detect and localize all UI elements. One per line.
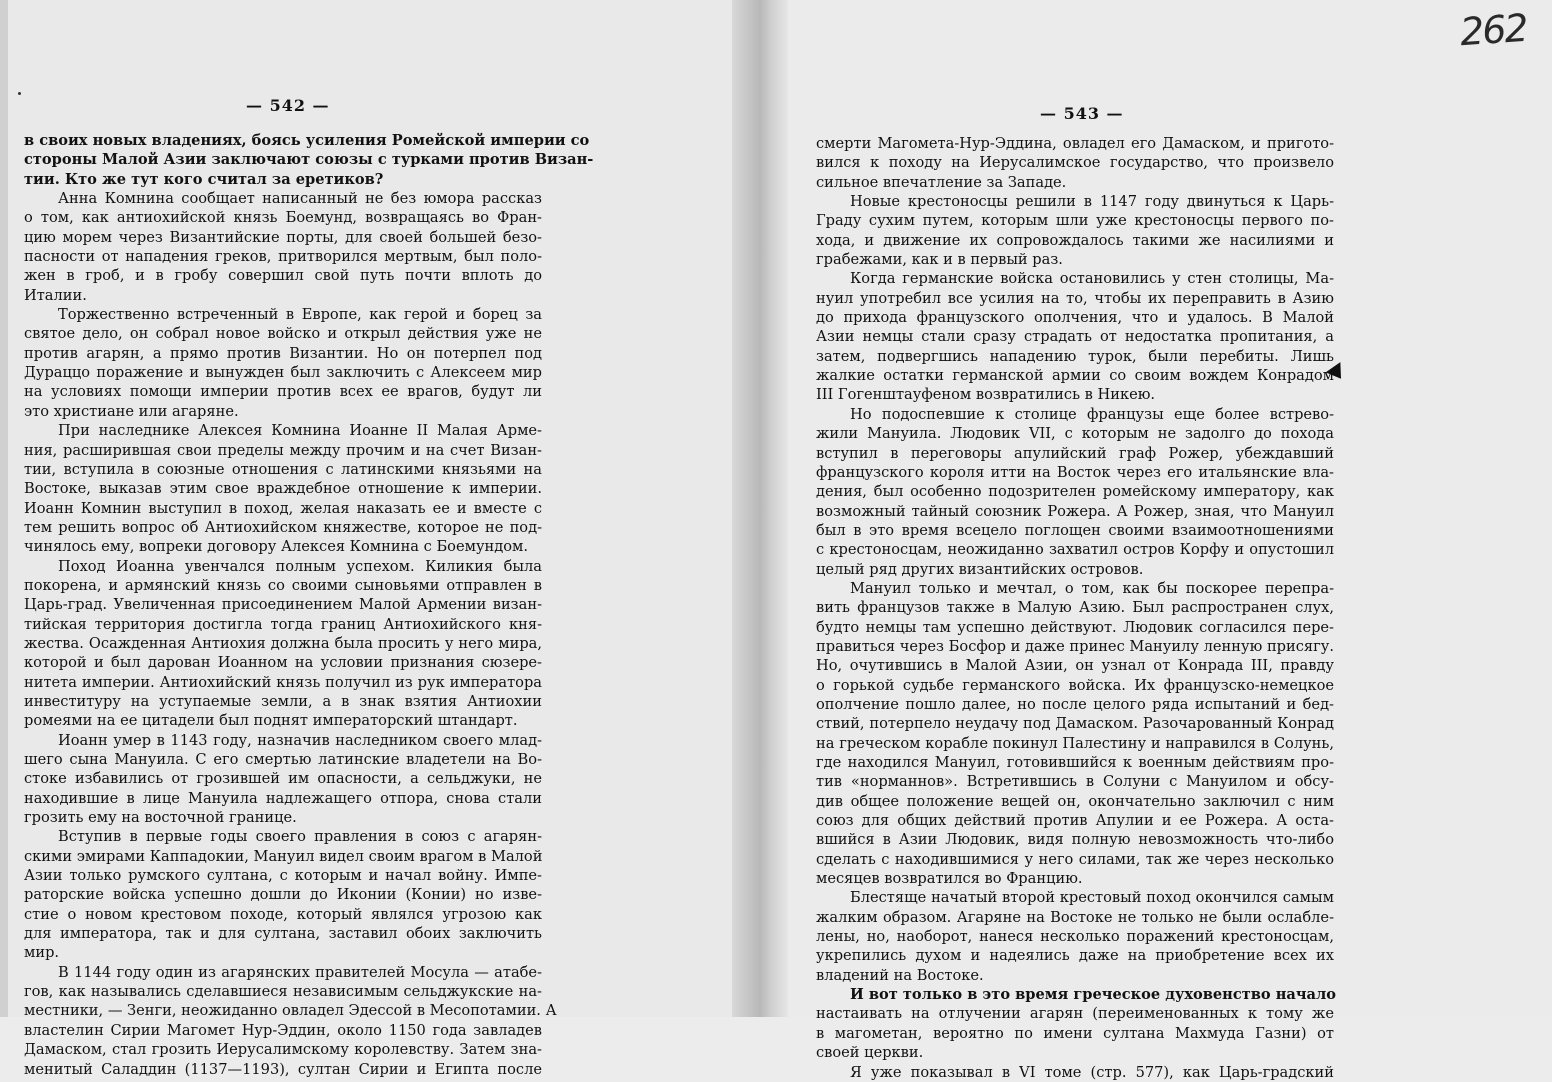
text-line: В 1144 году один из агарянских правителей Мосула — атабе- [58, 963, 542, 981]
text-line: вшийся в Азии Людовик, видя полную невозможность что-либо [816, 831, 1334, 849]
text-line: раторские войска успешно дошли до Иконии (Конии) но изве- [24, 886, 542, 904]
text-line: будто немцы там успешно действуют. Людовик согласился пере- [816, 618, 1334, 636]
text-line: в своих новых владениях, боясь усиления Ромейской империи со [24, 132, 590, 149]
text-line: Поход Иоанна увенчался полным успехом. Киликия была [58, 557, 542, 575]
text-line: с крестоносцам, неожиданно захватил остров Корфу и опустошил [816, 541, 1334, 559]
page-number-left: — 542 — [246, 96, 330, 115]
text-line: на условиях помощи империи против всех ее врагов, будут ли [24, 383, 542, 401]
text-line: возможный тайный союзник Рожера. А Рожер, зная, что Мануил [816, 502, 1334, 520]
text-line: был в это время всецело поглощен своими взаимоотношениями [816, 521, 1334, 539]
page-edge [0, 0, 8, 1017]
text-line: на греческом корабле покинул Палестину и направился в Солунь, [816, 734, 1334, 752]
text-line: Блестяще начатый второй крестовый поход окончился самым [850, 889, 1334, 907]
text-line: скими эмирами Каппадокии, Мануил видел своим врагом в Малой [24, 847, 543, 865]
text-line: для императора, так и для султана, заставил обоих заключить [24, 925, 542, 943]
right-page [758, 0, 1552, 1081]
text-line: в магометан, вероятно по имени султана Махмуда Газни) от [816, 1024, 1334, 1042]
text-line: Торжественно встреченный в Европе, как герой и борец за [58, 306, 542, 324]
text-line: Дамаском, стал грозить Иерусалимскому королевству. Затем зна- [24, 1041, 542, 1059]
text-line: жалким образом. Агаряне на Востоке не только не были ослабле- [816, 908, 1334, 926]
text-line: властелин Сирии Магомет Нур-Эддин, около 1150 года завладев [24, 1021, 542, 1039]
text-line: настаивать на отлучении агарян (переименованных к тому же [816, 1005, 1334, 1023]
text-line: лены, но, наоборот, нанеся несколько поражений крестоносцам, [816, 928, 1334, 946]
text-line: грозить ему на восточной границе. [24, 809, 297, 827]
text-line: затем, подвергшись нападению турок, были перебиты. Лишь [816, 347, 1334, 365]
text-line: тии, вступила в союзные отношения с латинскими князьями на [24, 460, 542, 478]
text-line: где находился Мануил, готовившийся к военным действиям про- [816, 754, 1334, 771]
text-line: ромеями на ее цитадели был поднят императорский штандарт. [24, 712, 518, 730]
text-line: стороны Малой Азии заключают союзы с турками против Визан- [24, 151, 594, 169]
text-line: своей церкви. [816, 1044, 924, 1062]
text-line: месяцев возвратился во Францию. [816, 870, 1083, 888]
page-number-right: — 543 — [1040, 104, 1124, 123]
text-line: гов, как назывались сделавшиеся независимым сельджукские на- [24, 983, 542, 1001]
text-line: Но, очутившись в Малой Азии, он узнал от Конрада III, правду [816, 657, 1334, 675]
text-line: жен в гроб, и в гробу совершил свой путь почти вплоть до [24, 267, 542, 285]
text-line: французского короля итти на Восток через его итальянские вла- [816, 463, 1334, 481]
text-line: шего сына Мануила. С его смертью латинские владетели на Во- [24, 751, 542, 768]
text-line: хода, и движение их сопровождалось такими же насилиями и [816, 231, 1334, 249]
text-line: тив «норманнов». Встретившись в Солуни с Мануилом и обсу- [816, 773, 1334, 791]
text-line: Дураццо поражение и вынужден был заключить с Алексеем мир [24, 364, 542, 382]
text-line: жества. Осажденная Антиохия должна была просить у него мира, [24, 634, 542, 652]
left-page-text [24, 131, 594, 1079]
text-line: Востоке, выказав этим свое враждебное отношение к империи. [24, 480, 542, 498]
text-line: Мануил только и мечтал, о том, как бы поскорее перепра- [850, 579, 1334, 597]
text-line: Анна Комнина сообщает написанный не без юмора рассказ [58, 190, 542, 208]
text-line: вить французов также в Малую Азию. Был распространен слух, [816, 599, 1334, 617]
text-line: И вот только в это время греческое духовенство начало [850, 986, 1337, 1004]
text-line: сильное впечатление за Западе. [816, 173, 1067, 191]
text-line: вился к походу на Иерусалимское государство, что произвело [816, 154, 1334, 172]
text-line: правиться через Босфор и даже принес Мануилу ленную присягу. [816, 637, 1334, 655]
text-line: III Гогенштауфеном возвратились в Никею. [816, 386, 1156, 404]
book-gutter [732, 0, 788, 1017]
text-line: о том, как антиохийской князь Боемунд, возвращаясь во Фран- [24, 209, 542, 227]
speck [18, 92, 21, 95]
text-line: ствий, потерпело неудачу под Дамаском. Разочарованный Конрад [816, 715, 1334, 733]
text-line: целый ряд других византийских островов. [816, 560, 1144, 578]
text-line: пасности от нападения греков, притворился мертвым, был поло- [24, 248, 542, 266]
text-line: укрепились духом и надеялись даже на приобретение всех их [816, 947, 1334, 965]
text-line: тии. Кто же тут кого считал за еретиков? [24, 170, 384, 188]
text-line: Италии. [24, 286, 87, 304]
text-line: нуил употребил все усилия на то, чтобы их переправить в Азию [816, 289, 1334, 307]
text-line: святое дело, он собрал новое войско и открыл действия уже не [24, 325, 542, 343]
text-line: цию морем через Византийские порты, для своей большей безо- [24, 228, 542, 246]
text-line: против агарян, а прямо против Византии. Но он потерпел под [24, 344, 542, 362]
text-line: ния, расширившая свои пределы между прочим и на счет Визан- [24, 441, 542, 459]
text-line: Но подоспевшие к столице французы еще более встрево- [850, 405, 1334, 423]
text-line: грабежами, как и в первый раз. [816, 251, 1063, 269]
text-line: Азии немцы стали сразу страдать от недостатка пропитания, а [816, 328, 1334, 346]
text-line: чинялось ему, вопреки договору Алексея Комнина с Боемундом. [24, 538, 529, 556]
text-line: Иоанн умер в 1143 году, назначив наследником своего млад- [58, 731, 542, 749]
text-line: местники, — Зенги, неожиданно овладел Эдессой в Месопотамии. А [24, 1002, 557, 1020]
text-line: Вступив в первые годы своего правления в союз с агарян- [58, 828, 542, 846]
text-line: вступил в переговоры апулийский граф Рожер, убеждавший [816, 444, 1334, 462]
text-line: сделать с находившимися у него силами, так же через несколько [816, 850, 1334, 868]
text-line: о горькой судьбе германского войска. Их французско-немецкое [816, 676, 1334, 694]
text-line: тем решить вопрос об Антиохийском княжестве, которое не под- [24, 518, 542, 536]
left-page [0, 0, 758, 1078]
text-line: дения, был особенно подозрителен ромейскому императору, как [816, 483, 1334, 501]
text-line: союз для общих действий против Апулии и ее Рожера. А оста- [816, 812, 1334, 830]
text-line: владений на Востоке. [816, 966, 984, 984]
text-line: это христиане или агаряне. [24, 402, 239, 420]
text-line: инвеституру на уступаемые земли, а в знак взятия Антиохии [24, 692, 542, 710]
right-page-text [816, 134, 1337, 1082]
text-line: жалкие остатки германской армии со своим вождем Конрадом [816, 367, 1334, 385]
text-line: див общее положение вещей он, окончательно заключил с ним [816, 792, 1334, 810]
text-line: При наследнике Алексея Комнина Иоанне II Малая Арме- [58, 422, 542, 440]
text-line: покорена, и армянский князь со своими сыновьями отправлен в [24, 576, 542, 594]
text-line: Граду сухим путем, которым шли уже крестоносцы первого по- [816, 212, 1334, 230]
text-line: Иоанн Комнин выступил в поход, желая наказать ее и вместе с [24, 499, 542, 517]
text-line: Я уже показывал в VI томе (стр. 577), как Царь-градский [850, 1063, 1334, 1081]
text-line: нитета империи. Антиохийский князь получил из рук императора [24, 673, 542, 691]
text-line: стоке избавились от грозившей им опасности, а сельджуки, не [24, 770, 542, 788]
text-line: Царь-град. Увеличенная присоединением Малой Армении визан- [24, 596, 542, 614]
text-line: которой и был дарован Иоанном на условии признания сюзере- [24, 654, 542, 672]
text-line: Азии только румского султана, с которым и начал войну. Импе- [24, 867, 542, 885]
text-line: менитый Саладдин (1137—1193), султан Сирии и Египта после [24, 1060, 542, 1078]
text-line: до прихода французского ополчения, что и удалось. В Малой [816, 309, 1334, 327]
text-line: жили Мануила. Людовик VII, с которым не задолго до похода [816, 425, 1334, 443]
archive-handwritten-number: 262 [1458, 5, 1528, 55]
text-line: Новые крестоносцы решили в 1147 году двинуться к Царь- [850, 193, 1334, 211]
text-line: мир. [24, 944, 60, 962]
text-line: ополчение пошло далее, но после целого ряда испытаний и бед- [816, 695, 1334, 713]
text-line: тийская территория достигла тогда границ Антиохийского кня- [24, 615, 542, 633]
text-line: смерти Магомета-Нур-Эддина, овладел его Дамаском, и пригото- [816, 135, 1334, 152]
text-line: стие о новом крестовом походе, который являлся угрозою как [24, 905, 542, 923]
text-line: находившие в лице Мануила надлежащего отпора, снова стали [24, 789, 542, 807]
text-line: Когда германские войска остановились у стен столицы, Ма- [850, 270, 1334, 288]
